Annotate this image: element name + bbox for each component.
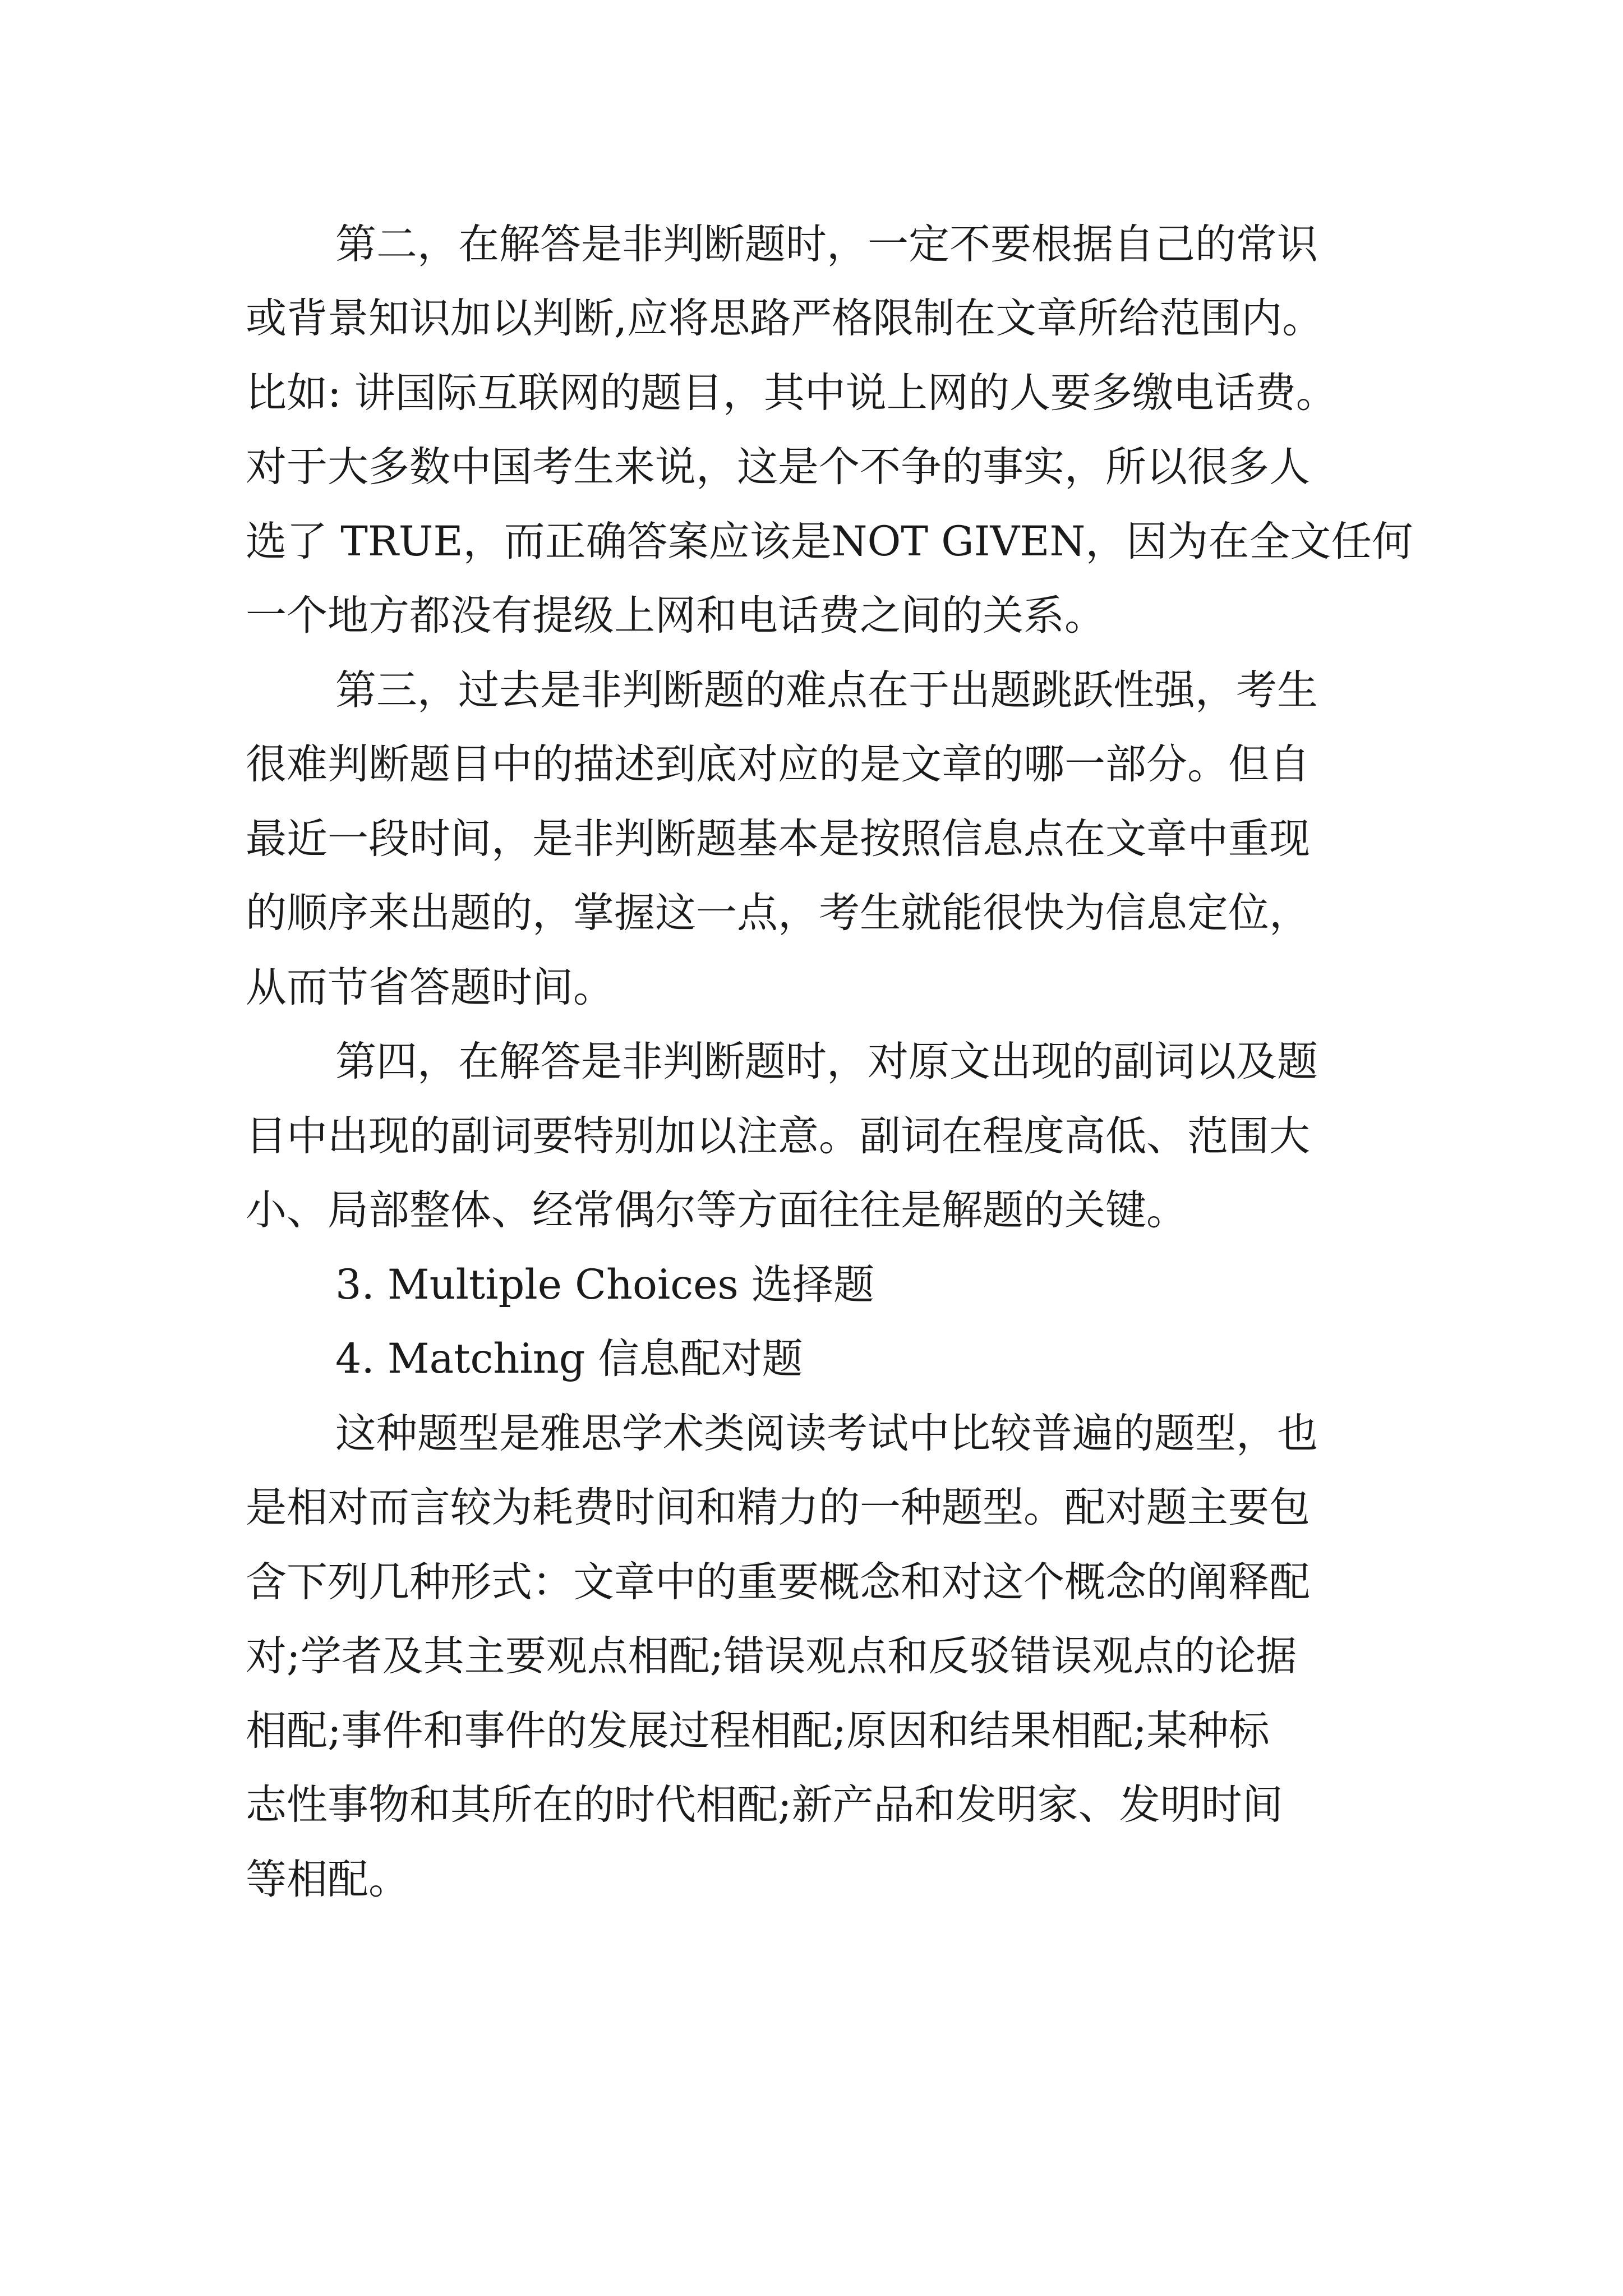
text-line: 从而节省答题时间。 bbox=[246, 964, 614, 1011]
text-line: 第三，过去是非判断题的难点在于出题跳跃性强，考生 bbox=[335, 666, 1318, 714]
text-line: 最近一段时间，是非判断题基本是按照信息点在文章中重现 bbox=[246, 815, 1310, 863]
text-line: 等相配。 bbox=[246, 1856, 409, 1903]
section-heading-multiple-choices: 3. Multiple Choices 选择题 bbox=[335, 1261, 875, 1309]
text-line: 相配;事件和事件的发展过程相配;原因和结果相配;某种标 bbox=[246, 1707, 1270, 1755]
text-line: 很难判断题目中的描述到底对应的是文章的哪一部分。但自 bbox=[246, 740, 1310, 788]
text-line: 小、局部整体、经常偶尔等方面往往是解题的关键。 bbox=[246, 1186, 1187, 1234]
text-line: 第二，在解答是非判断题时，一定不要根据自己的常识 bbox=[335, 220, 1318, 268]
text-line: 的顺序来出题的，掌握这一点，考生就能很快为信息定位， bbox=[246, 889, 1310, 937]
text-line: 志性事物和其所在的时代相配;新产品和发明家、发明时间 bbox=[246, 1781, 1283, 1829]
section-heading-matching: 4. Matching 信息配对题 bbox=[335, 1335, 803, 1383]
text-line: 目中出现的副词要特别加以注意。副词在程度高低、范围大 bbox=[246, 1112, 1310, 1160]
text-line: 含下列几种形式：文章中的重要概念和对这个概念的阐释配 bbox=[246, 1558, 1310, 1606]
text-line: 或背景知识加以判断,应将思路严格限制在文章所给范围内。 bbox=[246, 295, 1324, 342]
text-line: 一个地方都没有提级上网和电话费之间的关系。 bbox=[246, 592, 1105, 639]
text-line: 对于大多数中国考生来说，这是个不争的事实，所以很多人 bbox=[246, 443, 1310, 491]
text-line: 选了 TRUE，而正确答案应该是NOT GIVEN，因为在全文任何 bbox=[246, 518, 1413, 565]
text-line: 这种题型是雅思学术类阅读考试中比较普遍的题型，也 bbox=[335, 1410, 1318, 1457]
text-line: 对;学者及其主要观点相配;错误观点和反驳错误观点的论据 bbox=[246, 1632, 1297, 1680]
text-line: 第四，在解答是非判断题时，对原文出现的副词以及题 bbox=[335, 1038, 1318, 1085]
text-line: 是相对而言较为耗费时间和精力的一种题型。配对题主要包 bbox=[246, 1484, 1310, 1531]
text-line: 比如: 讲国际互联网的题目，其中说上网的人要多缴电话费。 bbox=[246, 369, 1337, 417]
